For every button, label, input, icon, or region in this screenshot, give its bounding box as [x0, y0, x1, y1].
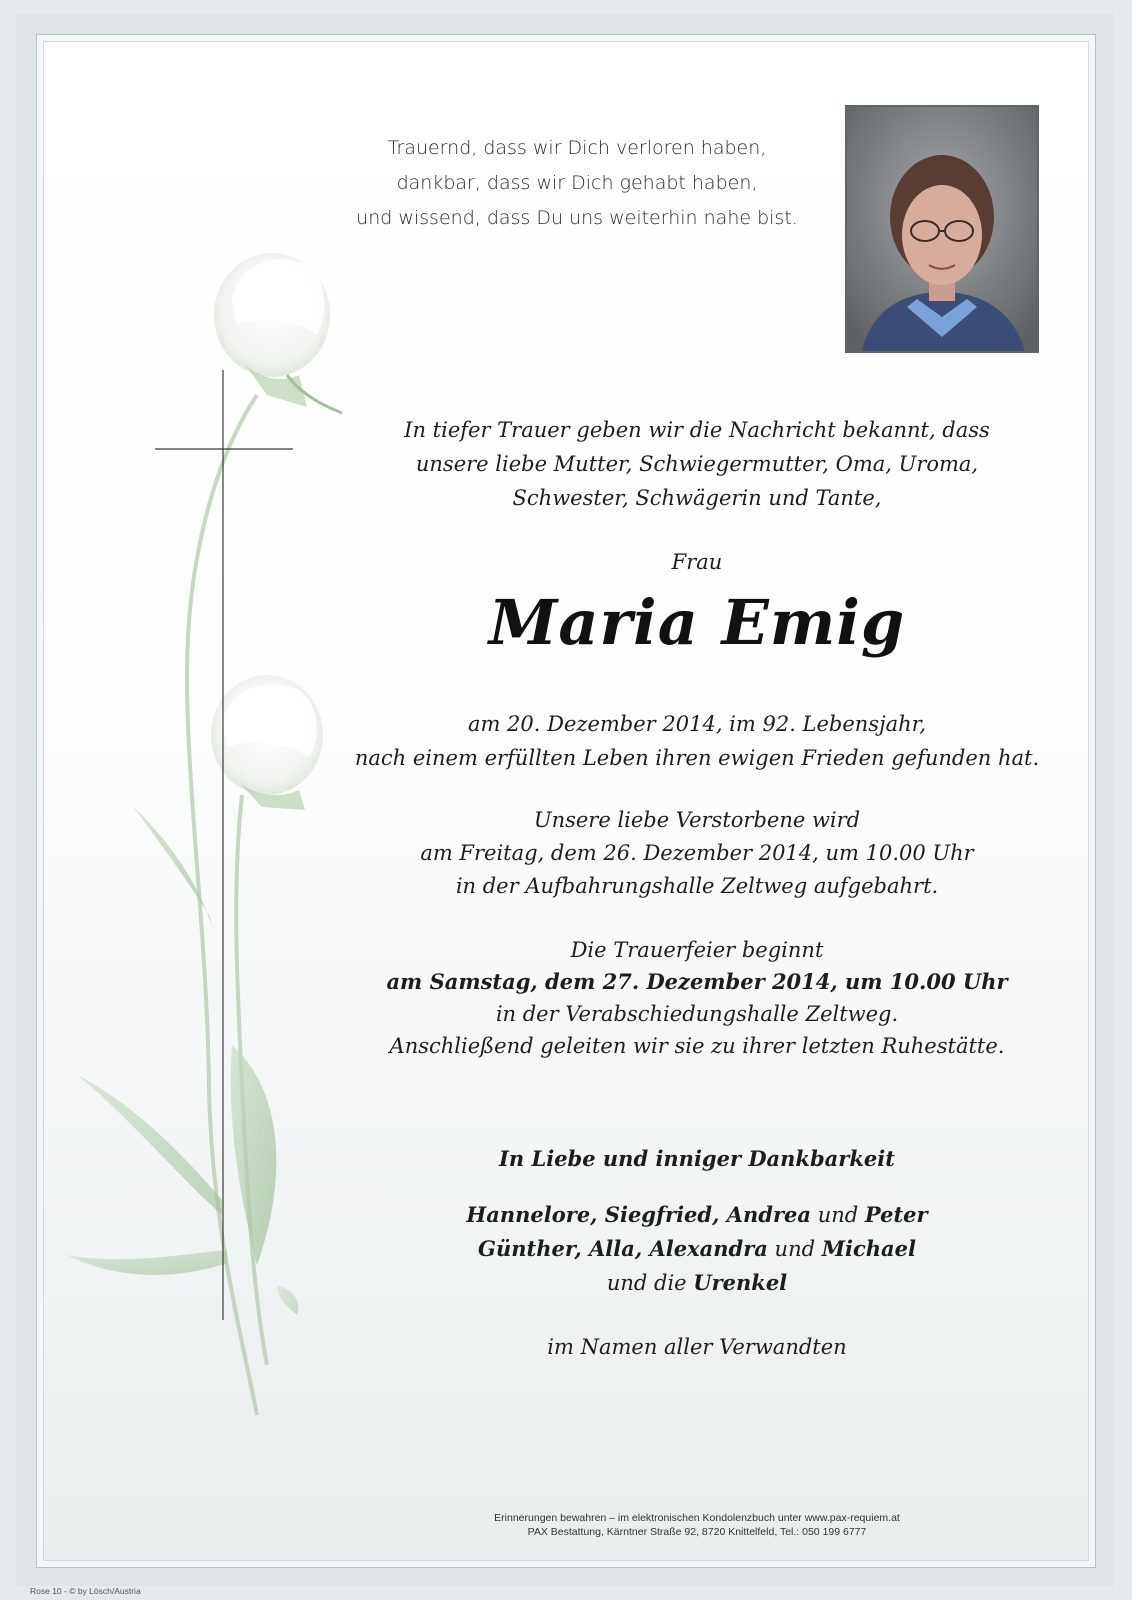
footer-address-line: PAX Bestattung, Kärntner Straße 92, 8720 Knittelfeld, Tel.: 050 199 6777 — [527, 1526, 867, 1538]
death-line: am 20. Dezember 2014, im 92. Lebensjahr, — [467, 712, 927, 736]
obituary-card — [36, 34, 1096, 1568]
ceremony-line: Die Trauerfeier beginnt — [570, 938, 824, 962]
deceased-name: Maria Emig — [488, 586, 906, 659]
viewing-details — [337, 804, 1057, 903]
footer-condolence-line: Erinnerungen bewahren – im elektronischen Kondolenzbuch unter www.pax-requiem.at — [494, 1512, 900, 1524]
mourners-row — [337, 1232, 1057, 1266]
ceremony-details — [337, 934, 1057, 1062]
viewing-line: am Freitag, dem 26. Dezember 2014, um 10.00 Uhr — [420, 841, 974, 865]
ceremony-line: in der Verabschiedungshalle Zeltweg. — [495, 1002, 899, 1026]
death-line: nach einem erfüllten Leben ihren ewigen Frieden gefunden hat. — [354, 746, 1040, 770]
closing-heading: In Liebe und inniger Dankbarkeit — [499, 1146, 895, 1171]
viewing-line: Unsere liebe Verstorbene wird — [533, 808, 861, 832]
mourners-row — [337, 1266, 1057, 1300]
viewing-line: in der Aufbahrungshalle Zeltweg aufgebahrt. — [455, 874, 939, 898]
mourners-names: Michael — [821, 1236, 916, 1261]
mourners-names: Günther, Alla, Alexandra — [478, 1236, 768, 1261]
conjunction: und die — [606, 1271, 694, 1295]
salutation: Frau — [671, 550, 723, 574]
ceremony-line: Anschließend geleiten wir sie zu ihrer letzten Ruhestätte. — [389, 1034, 1005, 1058]
memorial-quote — [337, 131, 817, 236]
ceremony-date: am Samstag, dem 27. Dezember 2014, um 10.00 Uhr — [386, 969, 1008, 994]
quote-line: Trauernd, dass wir Dich verloren haben, — [387, 137, 767, 159]
mourners-row — [337, 1198, 1057, 1232]
quote-line: und wissend, dass Du uns weiterhin nahe bist. — [356, 207, 798, 229]
footer — [337, 1511, 1057, 1539]
quote-line: dankbar, dass wir Dich gehabt haben, — [396, 172, 758, 194]
announcement-line: unsere liebe Mutter, Schwiegermutter, Oma, Uroma, — [415, 452, 979, 476]
paper-sheet — [16, 14, 1114, 1586]
mourners-names: Urenkel — [693, 1270, 788, 1295]
conjunction: und — [767, 1237, 822, 1261]
announcement-line: Schwester, Schwägerin und Tante, — [512, 486, 882, 510]
conjunction: und — [811, 1203, 865, 1227]
announcement-intro — [337, 413, 1057, 515]
announcement-line: In tiefer Trauer geben wir die Nachricht bekannt, dass — [404, 418, 990, 442]
deceased-portrait-photo — [845, 105, 1039, 353]
signoff: im Namen aller Verwandten — [547, 1335, 847, 1359]
mourners-list — [337, 1198, 1057, 1300]
mourners-names: Hannelore, Siegfried, Andrea — [466, 1202, 812, 1227]
mourners-names: Peter — [864, 1202, 928, 1227]
image-credit: Rose 10 - © by Lösch/Austria — [30, 1586, 141, 1596]
death-details — [337, 707, 1057, 775]
